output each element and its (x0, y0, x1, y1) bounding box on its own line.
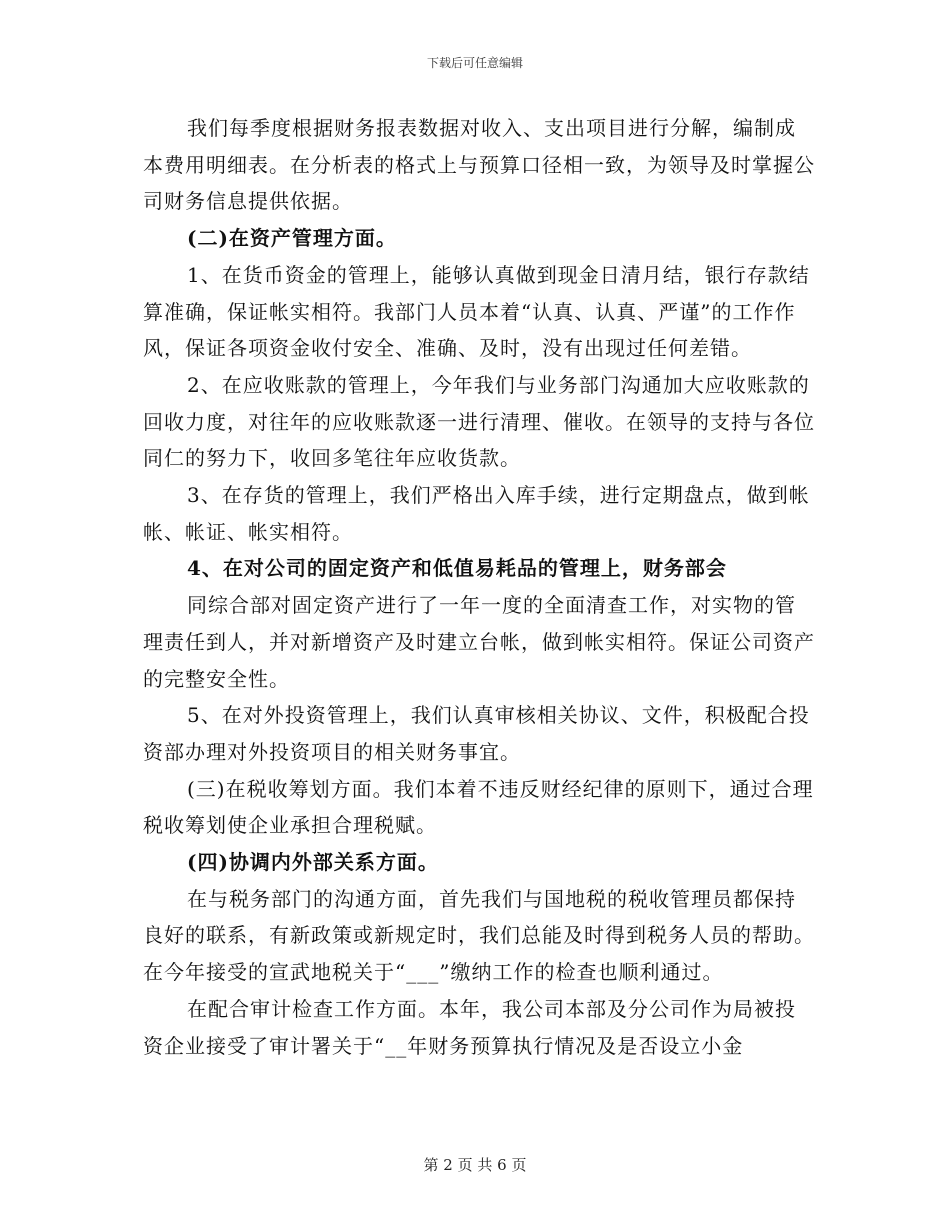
paragraph: 5、在对外投资管理上，我们认真审核相关协议、文件，积极配合投资部办理对外投资项目的相关财务事宜。 (143, 703, 810, 764)
paragraph: 3、在存货的管理上，我们严格出入库手续，进行定期盘点，做到帐帐、帐证、帐实相符。 (143, 483, 810, 544)
section-heading: (二)在资产管理方面。 (187, 226, 397, 251)
paragraph: 在与税务部门的沟通方面，首先我们与国地税的税收管理员都保持良好的联系，有新政策或新规定时，我们总能及时得到税务人员的帮助。在今年接受的宣武地税关于“___”缴纳工作的检查也顺利通过。 (143, 886, 815, 985)
paragraph: (三)在税收筹划方面。我们本着不违反财经纪律的原则下，通过合理税收筹划使企业承担合理税赋。 (143, 776, 814, 838)
page-header: 下载后可任意编辑 (426, 56, 523, 70)
bold-paragraph: 4、在对公司的固定资产和低值易耗品的管理上，财务部会 (187, 556, 727, 581)
document-body (143, 110, 815, 1064)
paragraph: 同综合部对固定资产进行了一年一度的全面清查工作，对实物的管理责任到人，并对新增资产及时建立台帐，做到帐实相符。保证公司资产的完整安全性。 (143, 593, 815, 691)
paragraph: 我们每季度根据财务报表数据对收入、支出项目进行分解，编制成本费用明细表。在分析表的格式上与预算口径相一致，为领导及时掌握公司财务信息提供依据。 (143, 116, 815, 214)
paragraph: 2、在应收账款的管理上，今年我们与业务部门沟通加大应收账款的回收力度，对往年的应收账款逐一进行清理、催收。在领导的支持与各位同仁的努力下，收回多笔往年应收货款。 (143, 372, 815, 471)
page-footer: 第 2 页 共 6 页 (423, 1156, 527, 1174)
section-heading: (四)协调内外部关系方面。 (187, 850, 439, 875)
paragraph: 1、在货币资金的管理上，能够认真做到现金日清月结，银行存款结算准确，保证帐实相符。我部门人员本着“认真、认真、严谨”的工作作风，保证各项资金收付安全、准确、及时，没有出现过任何差错。 (143, 262, 810, 361)
paragraph: 在配合审计检查工作方面。本年，我公司本部及分公司作为局被投资企业接受了审计署关于“__年财务预算执行情况及是否设立小金 (143, 996, 796, 1058)
